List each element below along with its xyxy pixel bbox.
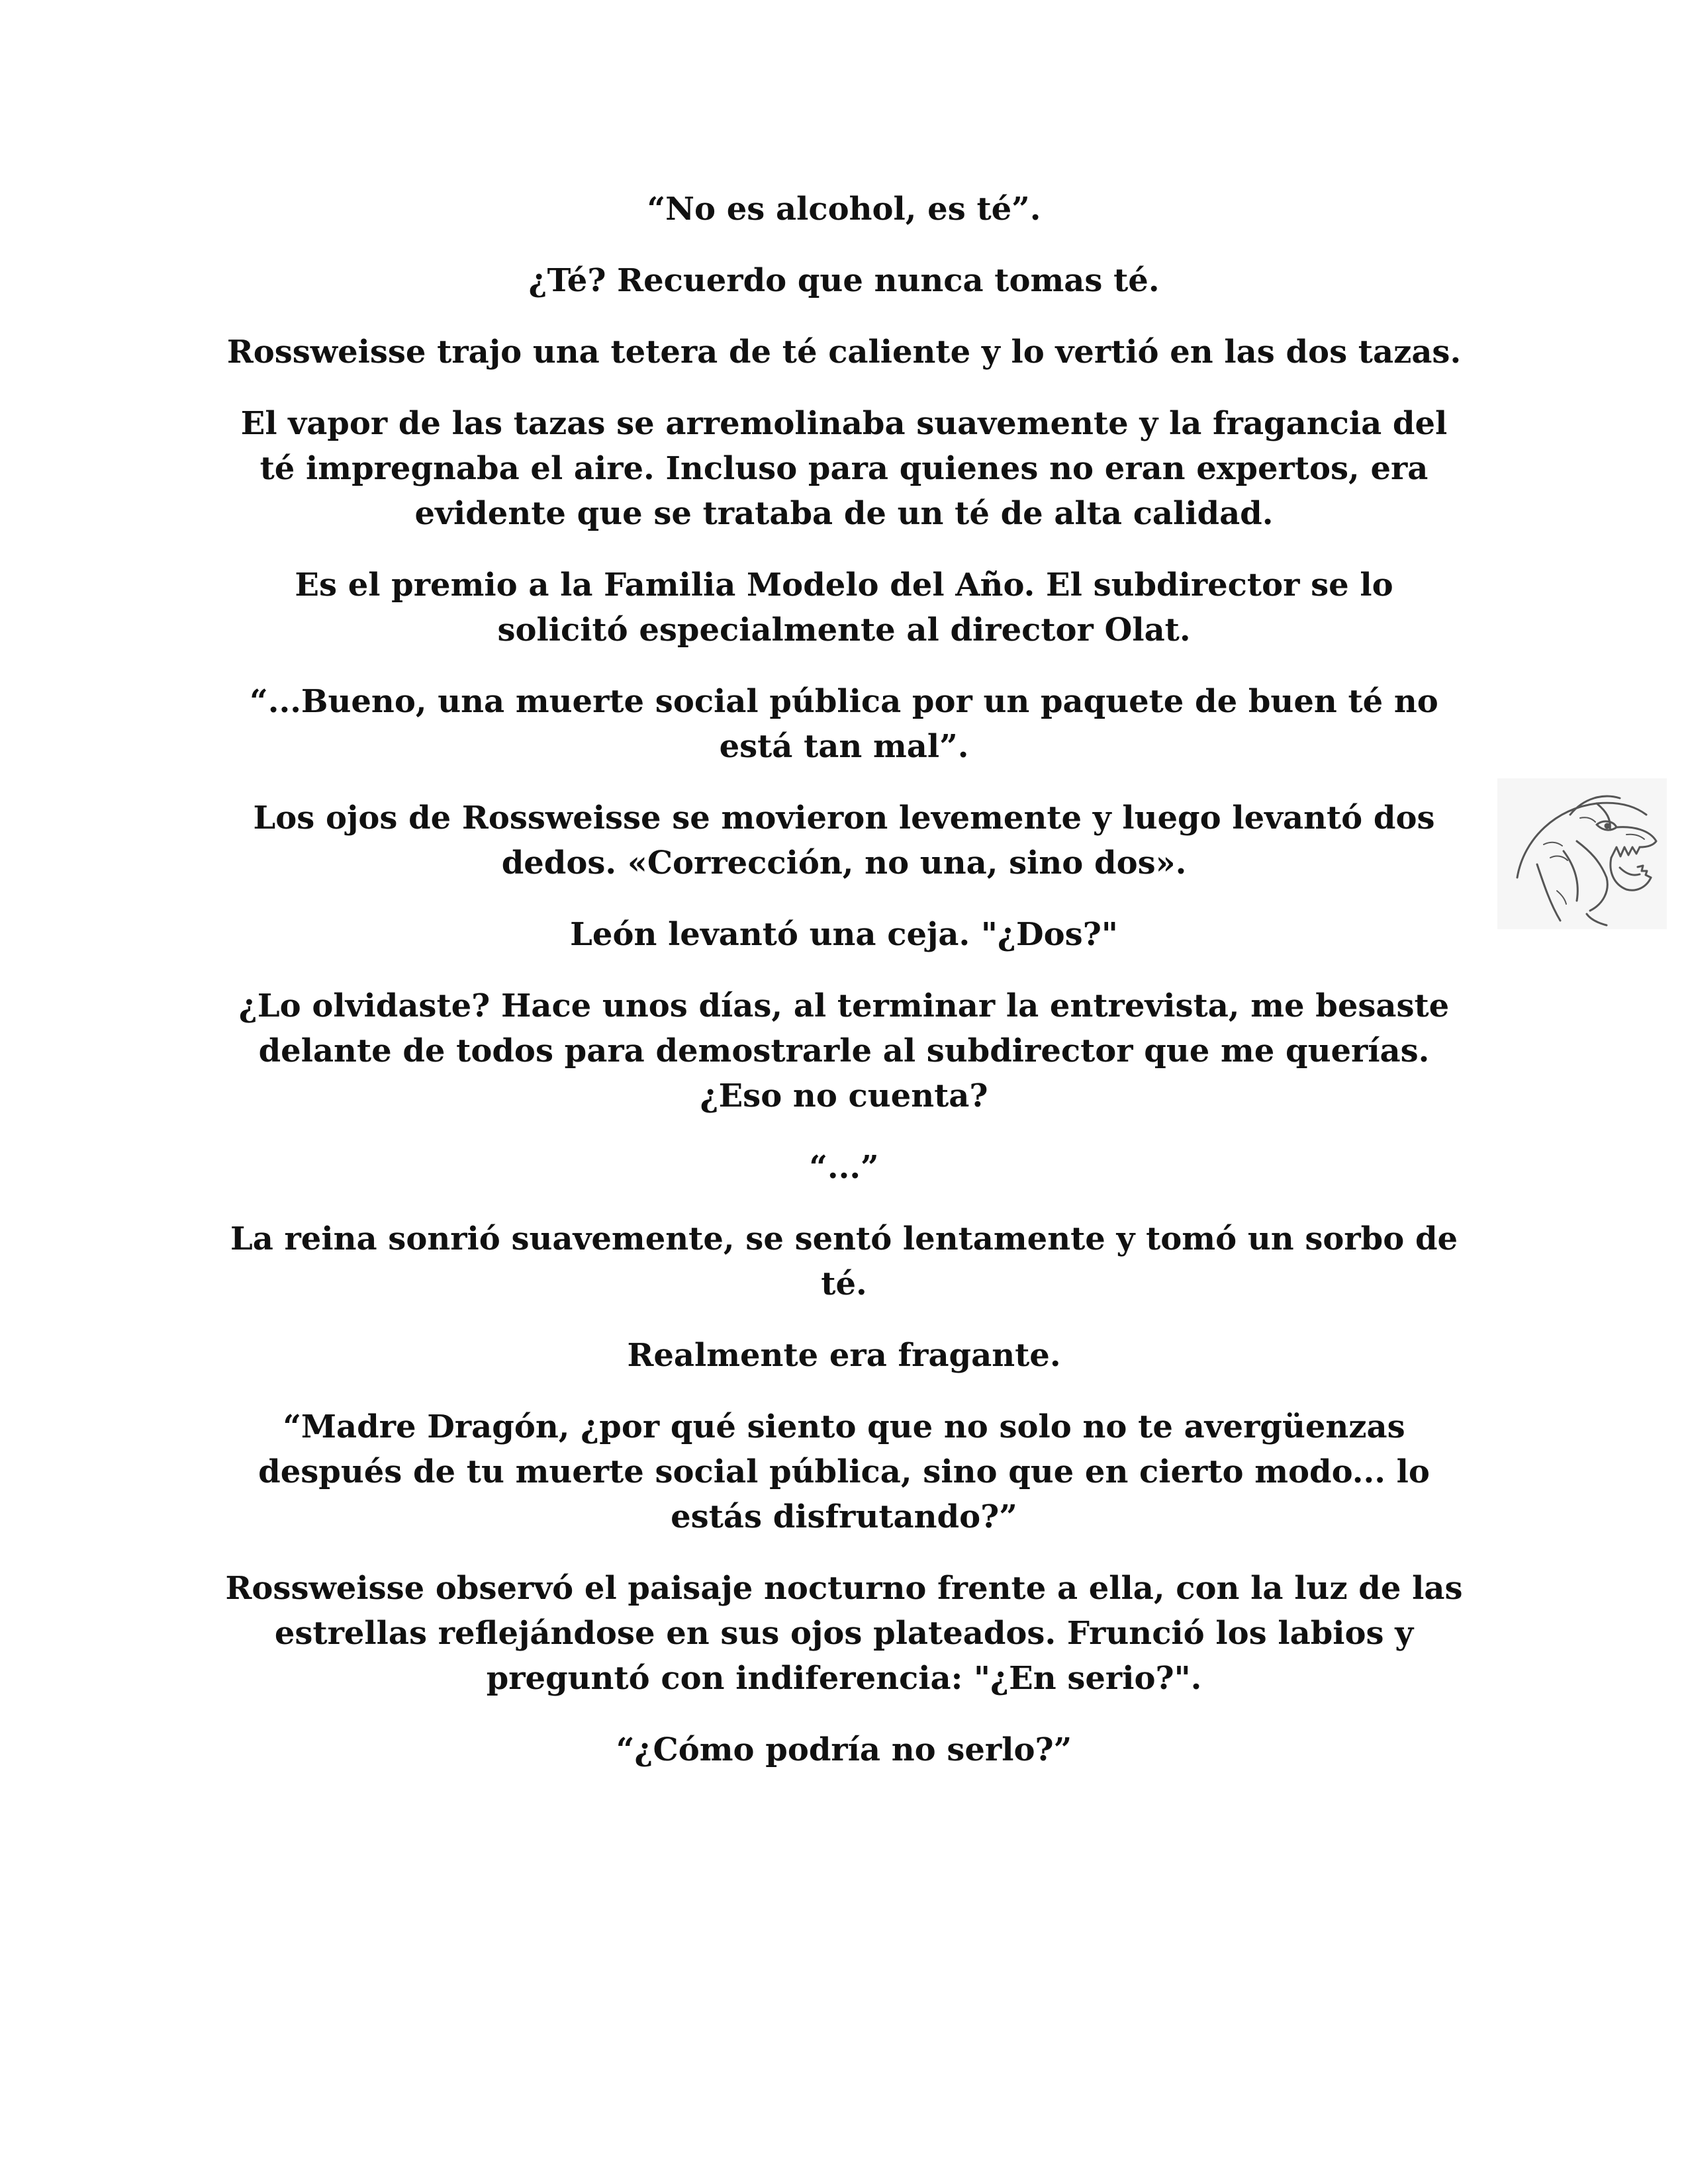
dragon-head-icon: [1497, 778, 1667, 929]
paragraph-2: ¿Té? Recuerdo que nunca tomas té.: [528, 262, 1160, 299]
paragraph-3: Rossweisse trajo una tetera de té caliente y lo vertió en las dos tazas.: [226, 334, 1462, 371]
story-text: [225, 187, 1463, 1799]
paragraph-15: “¿Cómo podría no serlo?”: [616, 1731, 1072, 1768]
paragraph-8: León levantó una ceja. "¿Dos?": [570, 916, 1118, 953]
paragraph-9: ¿Lo olvidaste? Hace unos días, al terminar la entrevista, me besaste delante de todos para demostrarle al subdirector que me querías. ¿Eso no cuenta?: [238, 987, 1450, 1115]
paragraph-1: “No es alcohol, es té”.: [647, 191, 1041, 228]
paragraph-12: Realmente era fragante.: [627, 1337, 1061, 1374]
dragon-head-sketch: [1497, 778, 1667, 929]
paragraph-13: “Madre Dragón, ¿por qué siento que no solo no te avergüenzas después de tu muerte social pública, sino que en cierto modo... lo estás disfrutando?”: [258, 1408, 1430, 1535]
paragraph-7: Los ojos de Rossweisse se movieron levemente y luego levantó dos dedos. «Corrección, no una, sino dos».: [253, 799, 1435, 882]
paragraph-6: “...Bueno, una muerte social pública por un paquete de buen té no está tan mal”.: [250, 683, 1438, 765]
paragraph-5: Es el premio a la Familia Modelo del Año. El subdirector se lo solicitó especialmente al director Olat.: [295, 567, 1393, 649]
paragraph-11: La reina sonrió suavemente, se sentó lentamente y tomó un sorbo de té.: [230, 1220, 1458, 1302]
paragraph-14: Rossweisse observó el paisaje nocturno frente a ella, con la luz de las estrellas reflejándose en sus ojos plateados. Frunció los labios y preguntó con indiferencia: "¿En serio?".: [225, 1570, 1463, 1697]
paragraph-4: El vapor de las tazas se arremolinaba suavemente y la fragancia del té impregnaba el aire. Incluso para quienes no eran expertos, era evidente que se trataba de un té de alta calidad.: [240, 405, 1448, 532]
paragraph-10: “...”: [809, 1149, 879, 1186]
